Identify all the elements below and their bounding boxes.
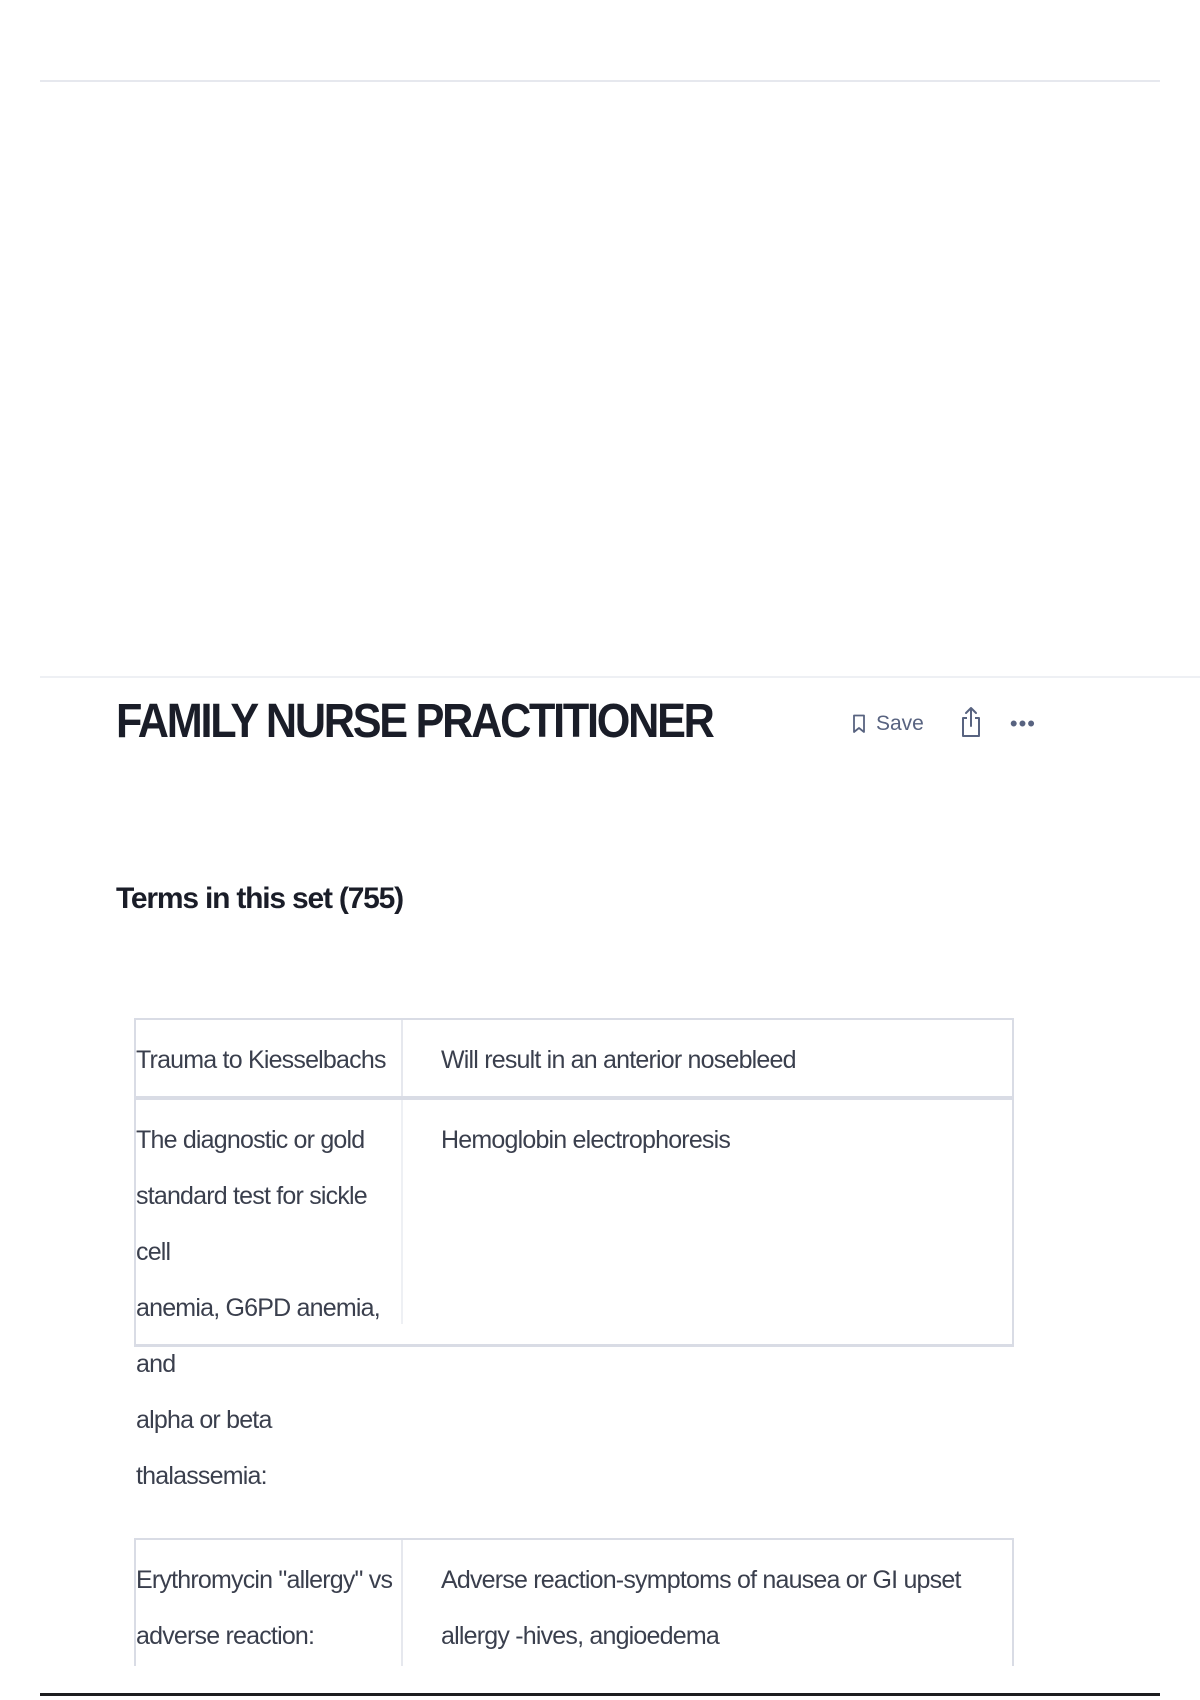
term-text: Erythromycin "allergy" vs adverse reaction:: [136, 1566, 393, 1650]
set-actions: [852, 706, 1036, 742]
term-cell: [136, 1540, 403, 1666]
term-card[interactable]: [134, 1538, 1014, 1666]
term-cell: [136, 1020, 403, 1096]
terms-heading: Terms in this set (755): [116, 882, 403, 915]
share-icon: [960, 706, 982, 743]
page-title: FAMILY NURSE PRACTITIONER: [116, 695, 713, 748]
bookmark-icon: [852, 714, 866, 734]
definition-text: Adverse reaction-symptoms of nausea or GI upset allergy -hives, angioedema: [441, 1566, 961, 1650]
term-card[interactable]: [134, 1018, 1014, 1099]
definition-text: Hemoglobin electrophoresis: [441, 1126, 731, 1154]
save-label: Save: [876, 712, 924, 735]
definition-cell: [403, 1540, 1012, 1666]
definition-cell: [403, 1020, 1012, 1096]
term-card[interactable]: [134, 1098, 1014, 1490]
header-divider: [40, 676, 1200, 678]
definition-text: Will result in an anterior nosebleed: [441, 1046, 796, 1074]
definition-cell: [403, 1100, 1012, 1344]
bottom-divider: [40, 1693, 1160, 1696]
save-button[interactable]: [852, 712, 924, 736]
share-button[interactable]: [960, 706, 982, 743]
term-text: Trauma to Kiesselbachs: [136, 1046, 386, 1074]
term-text: The diagnostic or gold standard test for sickle cell anemia, G6PD anemia, and alpha or beta thalassemia:: [136, 1126, 380, 1490]
more-options-button[interactable]: •••: [1009, 711, 1036, 736]
term-cell: [136, 1100, 403, 1490]
top-divider: [40, 80, 1160, 82]
